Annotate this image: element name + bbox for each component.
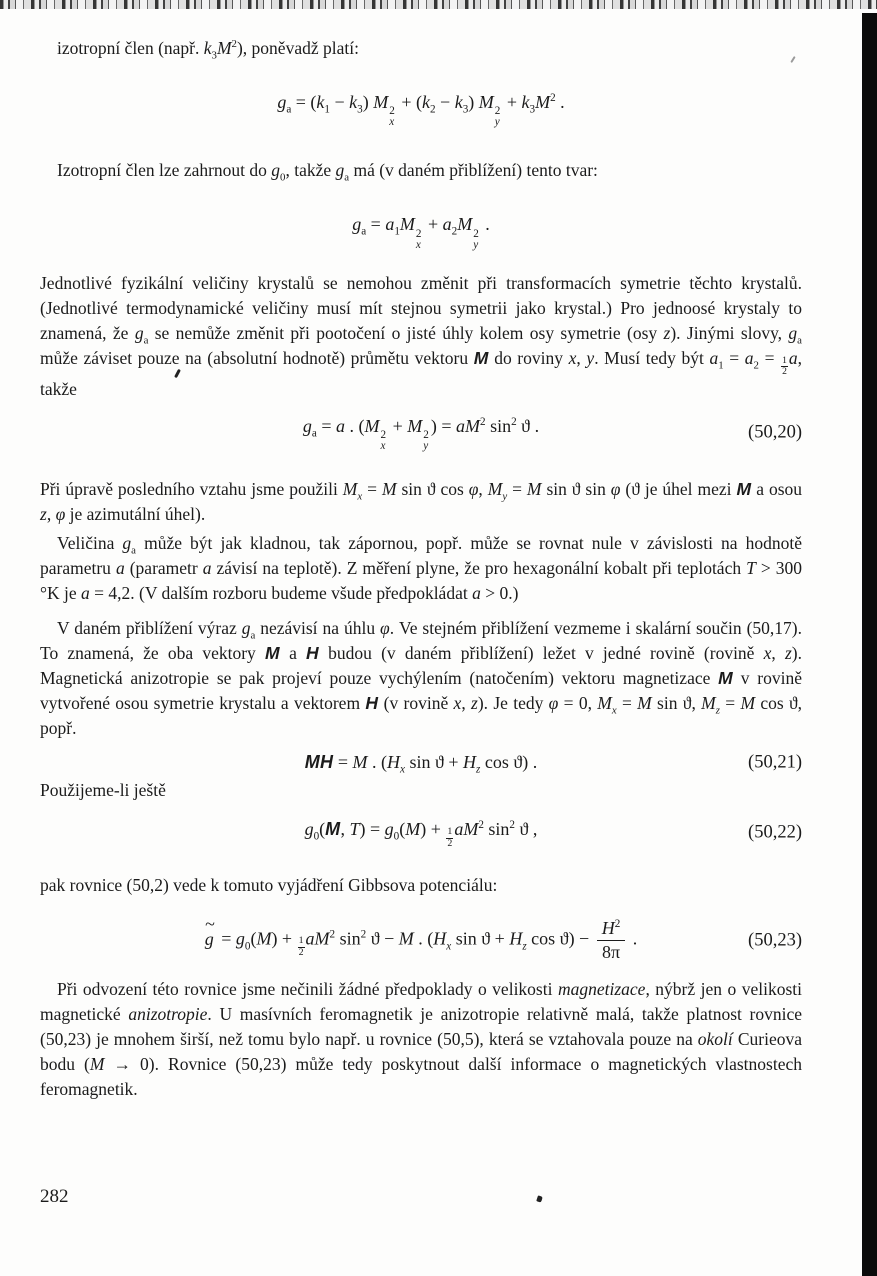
paragraph-jednotlive-veliciny: Jednotlivé fyzikální veličiny krystalů se nemohou změnit při transformacích symetrie těchto krystalů. (Jednotlivé termodynamické veličiny musí mít stejnou symetrii jako krystal.) Pro jednoosé krystaly to znamená, že $g_a$ se nemůže změnit při pootočení o jisté úhly kolem osy symetrie (osy z). Jinými slovy, $g_a$ může záviset pouze na (absolutní hodnotě) průmětu vektoru M do roviny x, y. Musí tedy být $a_1 = a_2$ = $\frac{1}{2}$ a, takže <box>40 272 802 399</box>
equation-number: (50,22) <box>748 822 802 843</box>
equation-50-20 <box>40 413 802 452</box>
page-content <box>40 36 802 1102</box>
equation-50-21 <box>40 749 802 776</box>
paragraph-pri-odvozeni: Při odvození této rovnice jsme nečinili žádné předpoklady o velikosti magnetizace, nýbrž jen o velikosti magnetické anizotropie. U masívních feromagnetik je anizotropie relativně malá, takže platnost rovnice (50,23) je mnohem širší, než tomu bylo např. u rovnice (50,5), která se vztahovala pouze na okolí Curieova bodu (M → 0). Rovnice (50,23) může tedy poskytnout další informace o magnetických vlastnostech feromagnetik. <box>40 979 802 1100</box>
equation-number: (50,23) <box>748 930 802 951</box>
paragraph-pri-uprave: Při úpravě posledního vztahu jsme použili $M_x = M$ sin ϑ cos φ, $M_y = M$ sin ϑ sin φ (ϑ je úhel mezi M a osou z, φ je azimutální úhel). <box>40 479 803 525</box>
equation-number: (50,21) <box>748 752 802 773</box>
equation-body: $g_a = a_1M$ 2 x + $a_2M$ 2 y . <box>352 214 490 251</box>
equation-body: MH = M . ($H_x$ $\sin ϑ + H_z$ cos ϑ) . <box>304 752 538 776</box>
scan-artifact-right-edge <box>862 13 877 1276</box>
equation-anisotropy-k-terms <box>40 89 802 128</box>
equation-body: g ~ = $g_0(M)$ + $\frac{1}{2}$ $aM^2$ $\sin^2 ϑ - M$ . ($H_x$ $\sin ϑ + H_z$ cos ϑ) − $\frac{H^2}{8\pi}$ . <box>204 913 638 962</box>
equation-body: $g_a = a$ . (M 2 x + M 2 y ) = $aM^2$ $\sin^2 ϑ$ . <box>302 415 540 453</box>
equation-body: $g_0(M$, $T) = g_0(M)$ + $\frac{1}{2}$ $aM^2$ $\sin^2 ϑ$ , <box>304 819 538 849</box>
paragraph-velicina-ga: Veličina $g_a$ může být jak kladnou, tak zápornou, popř. může se rovnat nule v závislosti na hodnotě parametru a (parametr a závisí na teplotě). Z měření plyne, že pro hexagonální kobalt při teplotách T > 300 °K je a = 4,2. (V dalším rozboru budeme všude předpokládat a > 0.) <box>40 533 802 604</box>
paragraph-pak-rovnice: pak rovnice (50,2) vede k tomuto vyjádření Gibbsova potenciálu: <box>40 874 498 895</box>
ink-speck <box>536 1195 543 1202</box>
paragraph-pouzijeme-li: Použijeme-li ještě <box>40 780 166 801</box>
equation-anisotropy-a-terms <box>40 211 802 250</box>
scan-artifact-top-edge <box>0 0 877 9</box>
equation-50-22 <box>40 816 802 849</box>
paragraph-continuation: izotropní člen (např. $k_3M^2$), poněvadž platí: <box>57 38 359 62</box>
paragraph-izotropni-clen: Izotropní člen lze zahrnout do $g_0$, takže $g_a$ má (v daném přiblížení) tento tvar: <box>57 160 598 184</box>
paragraph-v-danem-priblizeni: V daném přiblížení výraz $g_a$ nezávisí na úhlu φ. Ve stejném přiblížení vezmeme i skalární součin (50,17). To znamená, že oba vektory M a H budou (v daném přiblížení) ležet v jedné rovině (rovině x, z). Magnetická anizotropie se pak projeví pouze vychýlením (natočením) vektoru magnetizace M v rovině vytvořené osou symetrie krystalu a vektorem H (v rovině x, z). Je tedy φ = 0, $M_x = M$ sin ϑ, $M_z = M$ cos ϑ, popř. <box>40 618 802 739</box>
page-number: 282 <box>40 1186 69 1207</box>
equation-number: (50,20) <box>748 422 802 443</box>
equation-50-23 <box>40 913 802 963</box>
equation-body: $g_a = (k_1 - k_3)$ M 2 x + $(k_2 - k_3)$ M 2 y + $k_3M^2$ . <box>277 92 565 129</box>
